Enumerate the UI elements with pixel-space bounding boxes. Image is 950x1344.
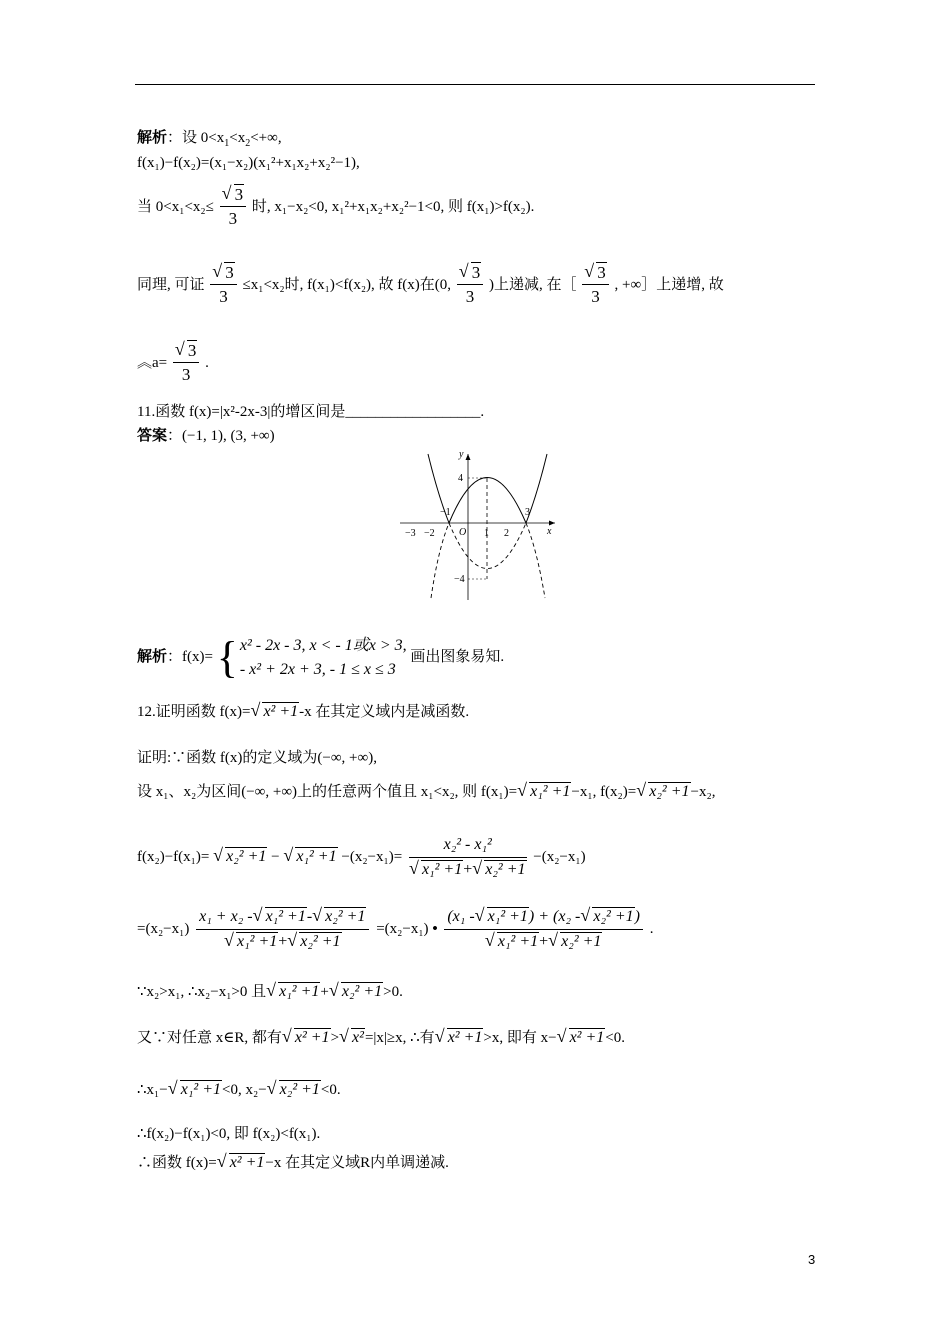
header-rule — [135, 84, 815, 85]
tick-2: 2 — [504, 528, 509, 539]
y-axis-arrow — [466, 454, 471, 460]
analysis-line-4: 同理, 可证 √ $\frac{3}{3}$ ≤x₁<x₂时, f(x₁)<f(x₂), 故 f(x)在(0, √ $\frac{3}{3}$ )上递减, 在［ √ $\frac{3}{3}$ , +∞］上递增, 故 — [137, 262, 724, 309]
fraction-1: x₂² - x₁² √ x₁² +1+√ x₂² +1 — [409, 834, 527, 882]
proof-line-2: 设 x₁、x₂为区间(−∞, +∞)上的任意两个值且 x₁<x₂, 则 f(x₁)=√ x₁² +1−x₁, f(x₂)=√ x₂² +1−x₂, — [137, 782, 715, 802]
analysis-line-1: 解析：设 $0<x_1<x_2<+\infty$, — [137, 130, 282, 149]
proof-line-7: ∴x₁−√ x₁² +1<0, x₂−√ x₂² +1<0. — [137, 1080, 341, 1100]
fraction-sqrt3-over-3: √ $\frac{3}{3}$ — [210, 262, 237, 309]
tick-y4: 4 — [458, 473, 463, 484]
proof-line-9: ∴函数 f(x)=√ x² +1−x 在其定义域R内单调递减. — [137, 1153, 449, 1173]
x-label: x — [547, 526, 552, 537]
origin-label: O — [459, 527, 467, 538]
question-12: 12.证明函数 f(x)=√ x² +1-x 在其定义域内是减函数. — [137, 702, 469, 722]
label-neg1: −1 — [440, 507, 451, 518]
parabola-graph — [395, 450, 560, 602]
tick-yneg4: −4 — [454, 574, 465, 585]
label-3: 3 — [525, 507, 530, 518]
answer-11: 答案：(−1, 1), (3, +∞) — [137, 428, 275, 444]
tick-neg2: −2 — [424, 528, 435, 539]
proof-line-1: 证明:∵函数 f(x)的定义域为(−∞, +∞), — [137, 750, 377, 766]
fraction-2: x₁ + x₂ -√ x₁² +1-√ x₂² +1 √ x₁² +1+√ x₂² +1 — [196, 906, 369, 954]
fraction-sqrt3-over-3: √ $\frac{3}{3}$ — [220, 184, 247, 231]
cases-brace: { — [216, 632, 238, 682]
page-number: 3 — [808, 1252, 816, 1267]
y-label: y — [459, 450, 464, 460]
analysis-line-2: f(x₁)−f(x₂)=(x₁−x₂)(x₁²+x₁x₂+x₂²−1), — [137, 155, 360, 171]
piecewise-cases: x² - 2x - 3, x < - 1或x > 3, - x² + 2x + 3, - 1 ≤ x ≤ 3 — [239, 636, 407, 678]
sqrt-expression: √ x² +1 — [250, 702, 299, 722]
proof-line-8: ∴f(x₂)−f(x₁)<0, 即 f(x₂)<f(x₁). — [137, 1126, 321, 1142]
fraction-3: (x₁ -√ x₁² +1) + (x₂ -√ x₂² +1) √ x₁² +1+√ x₂² +1 — [444, 906, 643, 954]
fraction-sqrt3-over-3: √ $\frac{3}{3}$ — [173, 340, 200, 387]
analysis-label: 解析 — [137, 130, 168, 146]
proof-line-5: ∵x₂>x₁, ∴x₂−x₁>0 且√ x₁² +1+√ x₂² +1>0. — [137, 982, 403, 1002]
proof-line-4: =(x₂−x₁) x₁ + x₂ -√ x₁² +1-√ x₂² +1 √ x₁² +1+√ x₂² +1 =(x₂−x₁) • (x₁ -√ x₁² +1) + (x₂ -√ x₂² +1) √ x₁² +1+√ x₂² +1 . — [137, 904, 653, 954]
fraction-sqrt3-over-3: √ $\frac{3}{3}$ — [457, 262, 484, 309]
analysis-line-5: ︽a= √ $\frac{3}{3}$ . — [137, 340, 209, 387]
proof-line-6: 又∵对任意 x∈R, 都有√ x² +1>√ x²=|x|≥x, ∴有√ x² +1>x, 即有 x−√ x² +1<0. — [137, 1028, 625, 1048]
tick-1: 1 — [484, 528, 489, 539]
question-11: 11.函数 f(x)=|x²-2x-3|的增区间是__________________. — [137, 404, 485, 420]
x-axis-arrow — [549, 521, 555, 526]
analysis-11: 解析：f(x)= { x² - 2x - 3, x < - 1或x > 3, - x² + 2x + 3, - 1 ≤ x ≤ 3 画出图象易知. — [137, 632, 505, 682]
analysis-line-3: 当 0<x₁<x₂≤ √ $\frac{3}{3}$ 时, x₁−x₂<0, x₁²+x₁x₂+x₂²−1<0, 则 f(x₁)>f(x₂). — [137, 184, 534, 231]
dashed-right — [526, 523, 545, 598]
tick-neg3: −3 — [405, 528, 416, 539]
proof-line-3: f(x₂)−f(x₁)= √ x₂² +1 − √ x₁² +1 −(x₂−x₁)= x₂² - x₁² √ x₁² +1+√ x₂² +1 −(x₂−x₁) — [137, 832, 586, 882]
answer-label: 答案 — [137, 428, 168, 444]
fraction-sqrt3-over-3: √ $\frac{3}{3}$ — [582, 262, 609, 309]
